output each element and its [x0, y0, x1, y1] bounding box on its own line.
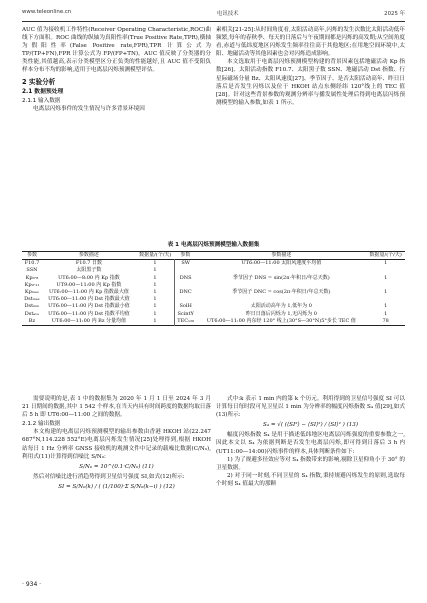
table-cell: 1	[384, 274, 388, 281]
paragraph: 电离层闪烁事件的发生情况与许多背景环境因	[33, 105, 145, 112]
table-cell: 1	[136, 275, 175, 282]
col-header: 参数	[180, 252, 191, 258]
right-column-lower	[216, 395, 405, 488]
table-cell: Bz	[28, 317, 36, 324]
running-header	[22, 9, 405, 22]
paragraph: AUC 值为接收机工作特性(Receiver Operating Characteristic,ROC)曲线下方面积。ROC 曲线的纵轴为真阳性率(True Positive Rate,TPR),横轴为假阳性率(False Positive rate,FPR),TPR 计算公式为 TP/(TP+FN),FPR 计算公式为 FP/(FP+TN)。AUC 值反映了分类器的分类性能,其值越高,表示分类模型区分正负类的性能越好,且 AUC 值不受阳负样本分布不均的影响,适用于电离层闪烁预测模型评估。	[22, 27, 211, 74]
table-cell: 1	[136, 303, 175, 310]
table-cell: 1	[136, 267, 175, 274]
table-cell: F10.7 日数	[75, 260, 103, 267]
left-column	[22, 26, 211, 113]
table-cell	[196, 282, 366, 289]
table-row	[22, 303, 405, 310]
table-cell: 太阳活动高年为 1,低年为 0	[250, 303, 312, 310]
table-cell: F10.7	[24, 260, 40, 267]
table-cell: 1	[136, 282, 175, 289]
table-cell	[366, 282, 405, 289]
input-dataset-table	[22, 251, 405, 326]
paragraph: 1) 为了规避多径效应等对 S₄ 指数带来的影响,剔除卫星仰角小于 30° 的卫星数据。	[216, 456, 405, 471]
table-cell: UT6:00—11:00 太阳风速度平均值	[241, 260, 322, 267]
col-header: 参数描述	[271, 252, 292, 258]
table-cell	[175, 282, 197, 289]
table-cell: 1	[136, 296, 175, 303]
header-url[interactable]: www.teleonline.cn	[22, 9, 72, 15]
table-cell: 1	[384, 260, 388, 267]
table-cell: 太阳黑子数	[76, 267, 102, 274]
table-cell	[175, 267, 197, 274]
table-cell: 季节因子 DNC = cos(2π·年积日/年总天数)	[232, 289, 331, 296]
table-1	[22, 240, 405, 326]
table-cell: UT9:00—11:00 内 Kp 指数	[56, 281, 122, 288]
paragraph: 幅度闪烁指数 S₄ 是用于描述低纬地区电离层闪烁强度的重要参数之一,因此本文以 S₄ 为依据判断是否发生电离层闪烁,即可得到日落后 3 h 内(UT11:00—14:00)闪烁事件的样本,具体判断条件如下:	[216, 432, 405, 455]
table-row	[22, 311, 405, 318]
table-cell	[366, 267, 405, 274]
table-cell: TEC₁₂₀	[177, 317, 195, 324]
subsection-heading: 2.1 数据预处理	[22, 88, 64, 95]
equation-13: S₄ = √( (⟨SI²⟩ − ⟨SI⟩²) / ⟨SI⟩² ) (13)	[262, 422, 359, 429]
table-cell: Kpₘₐₓ	[24, 289, 39, 296]
subsubsection-heading: 2.1.2 输出数据	[22, 421, 61, 428]
table-cell: DNS	[179, 274, 192, 281]
table-cell: 1	[136, 311, 175, 318]
table-cell: 1	[384, 303, 388, 310]
table-row	[22, 267, 405, 274]
table-cell: 昨日日落后闪烁为 1,无闪烁为 0	[245, 310, 317, 317]
section-heading: 2 实验分析	[22, 77, 56, 86]
table-row	[22, 282, 405, 289]
table-cell: 1	[136, 289, 175, 296]
table-cell: Dstₐᵥₑ	[24, 310, 40, 317]
paragraph: 本文构建的电离层闪烁预测模型的输出参数由香港 HKOH 站(22.247 687°N,114.228 552°E)电离层闪烁发生情况[25]处理得到,根据 HKOH 站每日 1 Hz 分辨率 GNSS 接收机的观测文件中记录的载噪比数据(C/N₀),利用式(11)计算得到信噪比 S/N₀:	[22, 429, 211, 460]
table-cell: SW	[181, 260, 190, 267]
table-cell: ScintY	[177, 310, 194, 317]
table-cell: SSN	[26, 267, 38, 274]
table-cell: SolH	[179, 303, 192, 310]
table-cell: 1	[384, 289, 388, 296]
table-cell: UT6:00—11:00 内 Bz 分量均值	[51, 317, 127, 324]
paragraph: 本文选取用于电离层闪烁预测模型构建的背景因素包括地磁活动 Kp 指数[26]、太阳活动指数 F10.7、太阳黑子数 SSN、地磁活动 Dst 指数、行星际磁场分量 Bz、太阳风速度[27]、季节因子、是否太阳活动高年、昨日日落后是否发生闪烁以及位于 HKOH 站点东侧经纬 120°线上的 TEC 值[28]。针对这些背景参数的观测分辨率与播发属性处理后得到电离层闪烁预测模型的输入参数,如表 1 所示。	[216, 59, 405, 106]
table-cell: 1	[136, 260, 175, 268]
table-cell: 1	[136, 318, 175, 326]
paragraph: 需要说明的是,表 1 中的数据集为 2020 年 1 月 1 日至 2024 年 3 月 21 日期间的数据,其中 1 542 个样本,在当天内具有时间跨度的数据均取日落后 5 h 即 UT6:00—11:00 之间的数据。	[22, 396, 211, 419]
header-year: 2025 年	[384, 11, 405, 17]
table-cell: Kp₀-₈	[25, 274, 39, 281]
paragraph: 2) 对于同一时刻,不同卫星的 S₄ 指数,秉持规避闪烁发生的原则,选取每个时刻 S₄ 值最大的那颗	[216, 472, 405, 487]
paragraph: 素相关[21-25]:从时间角度看,太阳活动高年,闪烁的发生次数比太阳活动低年频繁,每年的春秋季、每天的日落后与午夜期间都是闪烁的高发期;从空间角度看,赤道与低纬度地区闪烁发生频率往往高于其他地区;在用地空间环境中,太阳、地磁活动等其他因素也会对闪烁造成影响。	[216, 27, 405, 58]
paragraph: 然后对信噪比进行消趋势得到卫星信号强度 SI,如式(12)所示:	[33, 473, 185, 480]
left-column-lower	[22, 395, 211, 493]
table-cell: 78	[382, 317, 389, 324]
table-header-row	[22, 252, 405, 260]
table-cell	[175, 296, 197, 303]
table-cell: UT6:00—11:00 内 Kp 指数最大值	[48, 289, 129, 296]
table-cell: Dstₘₐₓ	[24, 296, 40, 303]
header-journal: 电讯技术	[216, 11, 239, 17]
col-header: 参数	[26, 252, 37, 258]
subsubsection-heading: 2.1.1 输入数据	[22, 97, 61, 104]
right-column	[216, 26, 405, 107]
col-header: 参数描述	[78, 252, 99, 258]
table-row	[22, 275, 405, 282]
table-cell	[366, 296, 405, 303]
table-cell: 1	[384, 310, 388, 317]
table-cell: UT6:00—11:00 内东经 120° 线上(30°S—30°N)5°步长 TEC 值	[206, 317, 356, 324]
col-header: 数据量/(个/天)	[369, 252, 402, 258]
table-cell: 季节因子 DNS = sin(2π·年积日/年总天数)	[232, 274, 330, 281]
table-cell	[196, 267, 366, 274]
table-cell: Dstₘᵢₙ	[24, 303, 40, 310]
table-cell: UT6:00—11:00 内 Dst 指数最大值	[48, 296, 130, 303]
table-caption: 表 1 电离层闪烁预测模型输入数据集	[167, 242, 260, 248]
table-row	[22, 318, 405, 326]
col-header: 数据量/(个/天)	[139, 252, 172, 258]
table-cell: UT6:00—11:00 内 Dst 指数平均值	[48, 310, 130, 317]
table-cell: UT6:00—11:00 内 Dst 指数最小值	[48, 303, 130, 310]
equation-12: SI = S/N₀(k) / ( (1/100)·Σ S/N₀(k−i) ) (12)	[58, 483, 175, 490]
table-cell: Kp₉-₁₁	[24, 281, 40, 288]
page-number: · 934 ·	[22, 581, 42, 588]
table-cell: DNC	[179, 289, 192, 296]
paragraph: 式中:k 表示 1 min 内的第 k 个历元。利用得到的卫星信号强度 SI 可以计算每日每时段可见卫星以 1 min 为分辨率的幅度闪烁指数 S₄ 值[29],如式(13)所示:	[216, 396, 405, 419]
table-cell: UT6:00—8:00 内 Kp 指数	[58, 274, 120, 281]
equation-11: S/N₀ = 10^(0.1·C/N₀) (11)	[79, 463, 154, 470]
